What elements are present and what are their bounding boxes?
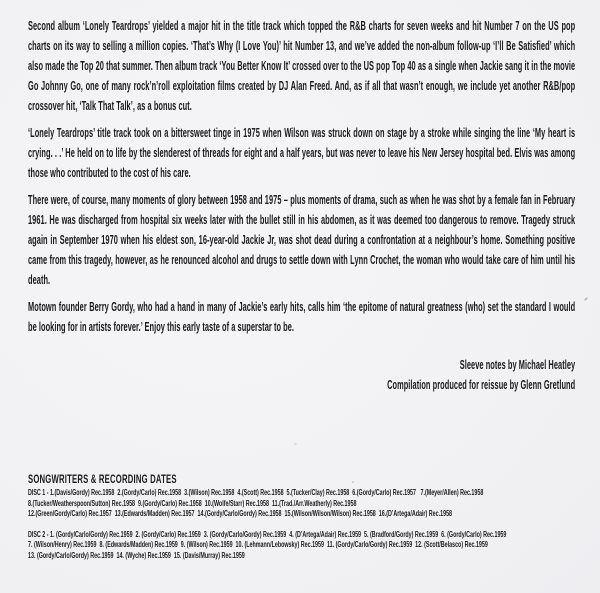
disc1-line-1: DISC 1 - 1.(Davis/Gordy) Rec.1958 2.(Gordy/Carlo) Rec.1958 3.(Wilson) Rec.1958 4.(Scott) Rec.1958 5.(Tucker/Clay) Rec.1958 6.(Gordy/Carlo) Rec.1957 7.(Meyer/Allen) Rec.1958	[28, 488, 484, 497]
scan-speck	[294, 443, 297, 445]
songwriters-heading: SONGWRITERS & RECORDING DATES	[28, 474, 177, 486]
paragraph-stroke-1975: ‘Lonely Teardrops’ title track took on a bittersweet tinge in 1975 when Wilson was struck down on stage by a stroke while singing the line ‘My heart is crying. . .’ He held on to life by the slenderest of threads for eight and a half years, but was never to leave his New Jersey hospital bed. Elvis was among those who contributed to the cost of his care.	[28, 125, 576, 180]
liner-notes-text	[28, 16, 575, 395]
disc1-line-3: 12.(Green/Gordy/Carlo) Rec.1957 13.(Edwards/Madden) Rec.1957 14.(Gordy/Carlo/Gordy) Rec.1958 15.(Wilson/Wilson/Wilson) Rec.1958 16.(D’Artega/Adair) Rec.1958	[28, 509, 453, 519]
songwriters-section	[28, 474, 577, 562]
paragraph-lonely-teardrops-hit: Second album ‘Lonely Teardrops’ yielded a major hit in the title track which topped the R&B charts for seven weeks and hit Number 7 on the US pop charts on its way to selling a million copies. ‘That’s Why (I Love You)’ hit Number 13, and we’ve added the non-album follow-up ‘I’ll Be Satisfied’ which also made the Top 20 that summer. Then album track ‘You Better Know It’ crossed over to the US pop Top 40 as a single when Jackie sang it in the movie Go Johnny Go, one of many rock’n’roll exploitation films created by DJ Alan Freed. And, as if all that wasn’t enough, we include yet another R&B/pop crossover hit, ‘Talk That Talk’, as a bonus cut.	[28, 18, 576, 113]
paragraph-glory-and-drama: There were, of course, many moments of glory between 1958 and 1975 – plus moments of drama, such as when he was shot by a female fan in February 1961. He was discharged from hospital six weeks later with the bullet still in his abdomen, as it was deemed too dangerous to remove. Tragedy struck again in September 1970 when his eldest son, 16-year-old Jackie Jr, was shot dead during a confrontation at a neighbour’s home. Something positive came from this tragedy, however, as he renounced alcohol and drugs to settle down with Lynn Crochet, the woman who would take care of him until his death.	[28, 192, 576, 287]
scan-speck	[352, 481, 354, 483]
credits	[28, 355, 575, 395]
disc2-line-3: 13. (Gordy/Carlo/Gordy) Rec.1959 14. (Wyche) Rec.1959 15. (Davis/Murray) Rec.1959	[28, 550, 245, 560]
sleeve-notes-credit: Sleeve notes by Michael Heatley	[459, 357, 576, 372]
paragraph-berry-gordy-quote: Motown founder Berry Gordy, who had a hand in many of Jackie’s early hits, calls him ‘the epitome of natural greatness (who) set the standard I would be looking for in artists forever.’ Enjoy this early taste of a superstar to be.	[28, 299, 576, 334]
disc2-line-1: DISC 2 - 1. (Gordy/Carlo/Gordy) Rec.1959 2. (Gordy/Carlo) Rec.1959 3. (Gordy/Carlo/Gordy) Rec.1959 4. (D’Artega/Adair) Rec.1959 5. (Bradford/Gordy) Rec.1959 6. (Gordy/Carlo) Rec.1959	[28, 529, 507, 539]
disc1-line-2: 8.(Tucker/Weatherspoon/Sutton) Rec.1958 9.(Gordy/Carlo) Rec.1958 10.(Wolfe/Starr) Rec.1958 11.(Trad./Arr.Weatherly) Rec.1958	[28, 498, 357, 508]
disc2-dates	[28, 530, 577, 562]
scan-speck	[584, 297, 588, 301]
compilation-credit: Compilation produced for reissue by Glenn Gretlund	[387, 377, 576, 392]
disc2-line-2: 7. (Wilson/Henry) Rec.1959 8. (Edwards/Madden) Rec.1959 9. (Wilson) Rec.1959 10. (Lehmann/Lebowsky) Rec.1959 11. (Gordy/Carlo/Gordy) Rec.1959 12. (Scott/Belasco) Rec.1959	[28, 540, 488, 550]
disc1-dates	[28, 488, 577, 520]
